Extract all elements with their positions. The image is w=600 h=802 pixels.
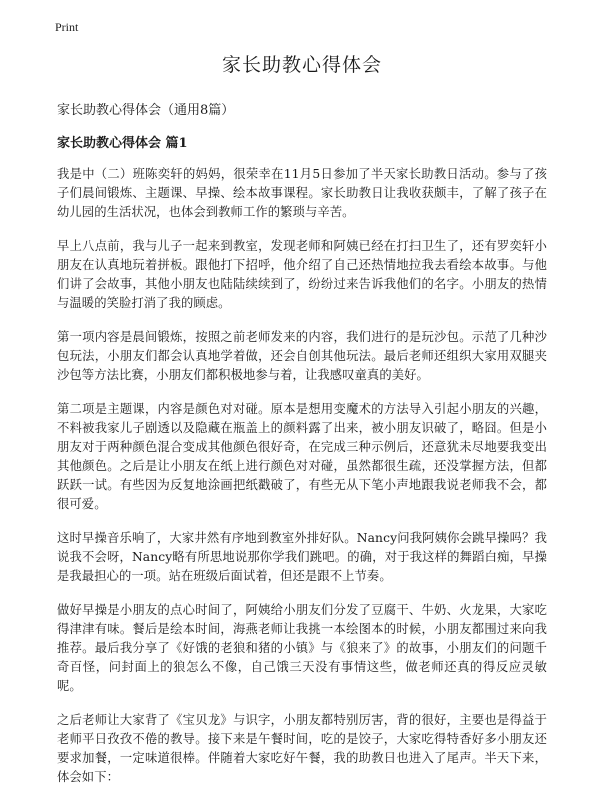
page-title: 家长助教心得体会 [221,54,382,76]
section-heading: 家长助教心得体会 篇1 [57,136,188,151]
paragraph: 做好早操是小朋友的点心时间了，阿姨给小朋友们分发了豆腐干、牛奶、火龙果，大家吃得津津有味。餐后是绘本时间，海燕老师让我挑一本绘图本的时候，小朋友都围过来向我推荐。最后我分享了《好饿的老狼和猪的小镇》与《狼来了》的故事，小朋友们的问题千奇百怪，问封面上的狼怎么不像，自己饿三天没有事情这些，做老师还真的得反应灵敏呢。 [57,603,547,693]
paragraph: 第一项内容是晨间锻炼，按照之前老师发来的内容，我们进行的是玩沙包。示范了几种沙包玩法，小朋友们都会认真地学着做，还会自创其他玩法。最后老师还组织大家用双腿夹沙包等方法比赛，小朋友们都积极地参与着，让我感叹童真的美好。 [57,330,547,382]
document-page [57,50,547,802]
paragraph: 第二项是主题课，内容是颜色对对碰。原本是想用变魔术的方法导入引起小朋友的兴趣，不料被我家儿子剧透以及隐藏在瓶盖上的颜料露了出来，被小朋友识破了，略囧。但是小朋友对于两种颜色混合变成其他颜色很好奇，在完成三种示例后，还意犹未尽地要我变出其他颜色。之后是让小朋友在纸上进行颜色对对碰，虽然都很生疏，还没掌握方法，但都跃跃一试。有些因为反复地涂画把纸戳破了，有些无从下笔小声地跟我说老师我不会，都很可爱。 [57,402,547,511]
paragraph: 之后老师让大家背了《宝贝龙》与识字，小朋友都特别厉害，背的很好，主要也是得益于老师平日孜孜不倦的教导。接下来是午餐时间，吃的是饺子，大家吃得特香好多小朋友还要求加餐，一定味道很棒。伴随着大家吃好午餐，我的助教日也进入了尾声。半天下来，体会如下： [57,713,547,784]
document-subtitle: 家长助教心得体会（通用8篇） [57,103,235,118]
paragraph: 这时早操音乐响了，大家井然有序地到教室外排好队。Nancy问我阿姨你会跳早操吗？我说我不会呀，Nancy略有所思地说那你学我们跳吧。的确，对于我这样的舞蹈白痴，早操是我最担心的一项。站在班级后面试着，但还是跟不上节奏。 [57,531,547,583]
paragraph: 早上八点前，我与儿子一起来到教室，发现老师和阿姨已经在打扫卫生了，还有罗奕轩小朋友在认真地玩着拼板。跟他打下招呼，他介绍了自己还热情地拉我去看绘本故事。与他们讲了会故事，其他小朋友也陆陆续续到了，纷纷过来告诉我他们的名字。小朋友的热情与温暖的笑脸打消了我的顾虑。 [57,239,547,310]
print-link[interactable]: Print [55,20,79,34]
paragraph: 我是中（二）班陈奕轩的妈妈，很荣幸在11月5日参加了半天家长助教日活动。参与了孩子们晨间锻炼、主题课、早操、绘本故事课程。家长助教日让我收获颇丰，了解了孩子在幼儿园的生活状况，也体会到教师工作的繁琐与辛苦。 [57,167,547,219]
